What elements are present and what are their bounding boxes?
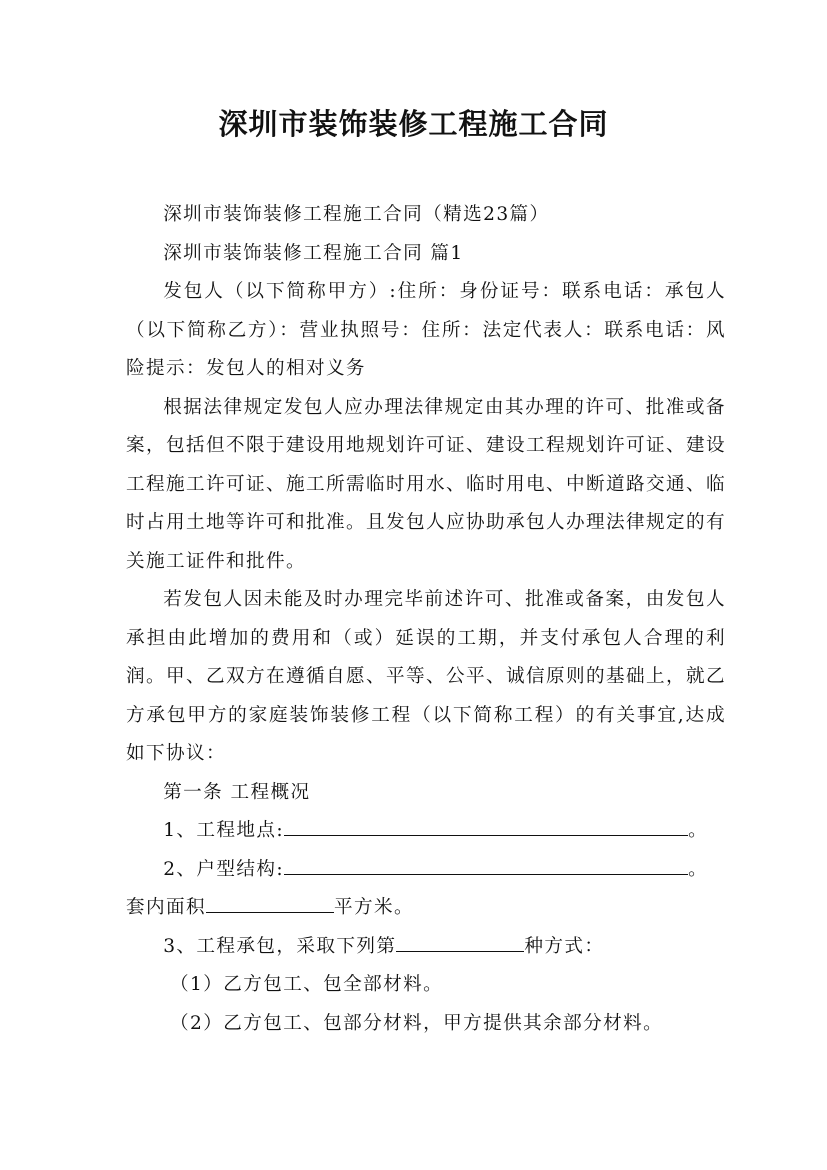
contract-mode-blank [396,929,524,952]
area-unit: 平方米。 [333,897,414,918]
liability-paragraph: 若发包人因未能及时办理完毕前述许可、批准或备案，由发包人承担由此增加的费用和（或）延误的工期，并支付承包人合理的利润。甲、乙双方在遵循自愿、平等、公平、诚信原则的基础上，就乙方承包甲方的家庭装饰装修工程（以下简称工程）的有关事宜,达成如下协议： [126,589,726,764]
item-2-end: 。 [688,858,709,880]
item-1-end: 。 [688,820,709,841]
item-2-line [126,851,726,890]
option-2-line: （2）乙方包工、包部分材料，甲方提供其余部分材料。 [170,1012,664,1034]
project-location-blank [284,813,688,836]
item-2-label: 2、户型结构: [163,858,285,880]
parties-paragraph: 发包人（以下简称甲方）:住所：身份证号：联系电话：承包人（以下简称乙方）：营业执照号：住所：法定代表人：联系电话：风险提示：发包人的相对义务 [126,281,726,379]
section-heading: 深圳市装饰装修工程施工合同 篇1 [163,242,464,264]
article-1-heading: 第一条 工程概况 [163,781,311,803]
permits-paragraph: 根据法律规定发包人应办理法律规定由其办理的许可、批准或备案，包括但不限于建设用地规划许可证、建设工程规划许可证、建设工程施工许可证、施工所需临时用水、临时用电、中断道路交通、临时占用土地等许可和批准。且发包人应协助承包人办理法律规定的有关施工证件和批件。 [126,396,726,572]
item-3-line [126,928,726,967]
item-1-label: 1、工程地点: [163,820,285,841]
area-blank [206,890,334,913]
document-title: 深圳市装饰装修工程施工合同 [218,107,609,141]
subtitle-line: 深圳市装饰装修工程施工合同（精选23篇） [163,204,550,225]
item-3-label: 3、工程承包，采取下列第 [163,935,397,957]
area-label: 套内面积 [126,897,206,918]
document-body [126,196,726,1043]
item-3-end: 种方式： [524,935,605,957]
house-structure-blank [284,852,688,875]
item-1-line [126,812,726,851]
area-line [126,889,726,928]
option-1-line: （1）乙方包工、包全部材料。 [170,974,444,995]
